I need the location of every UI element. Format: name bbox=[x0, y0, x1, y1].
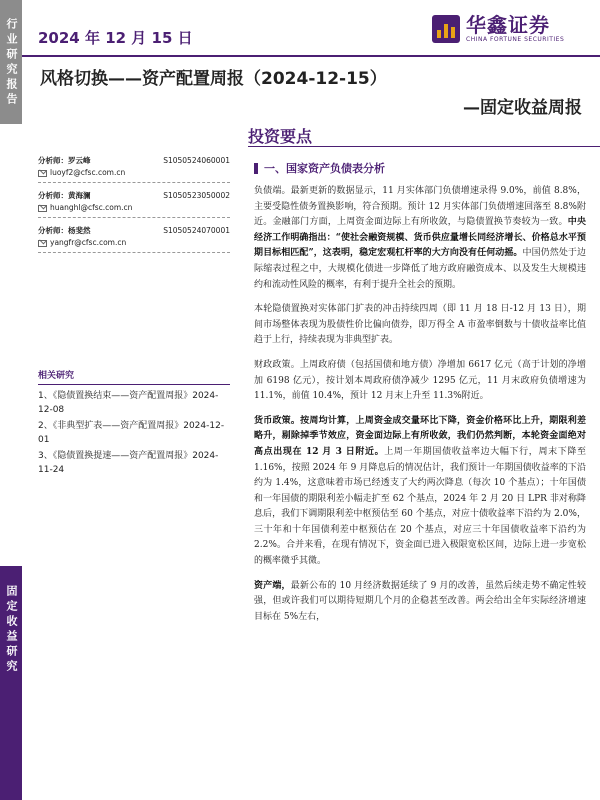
related-research-item[interactable]: 1、《隐债置换结束——资产配置周报》2024-12-08 bbox=[38, 391, 219, 415]
section-heading-text: 一、国家资产负债表分析 bbox=[264, 162, 385, 175]
section-marker bbox=[254, 163, 258, 174]
related-research-title: 相关研究 bbox=[38, 368, 230, 385]
report-title: 风格切换——资产配置周报（2024-12-15） bbox=[40, 69, 387, 89]
analyst-name: 分析师：杨斐然 bbox=[38, 226, 91, 235]
analyst-email[interactable]: yangfr@cfsc.com.cn bbox=[50, 238, 127, 247]
related-research-item[interactable]: 2、《非典型扩表——资产配置周报》2024-12-01 bbox=[38, 421, 225, 445]
analyst-card bbox=[38, 187, 230, 218]
section-heading bbox=[254, 160, 586, 176]
header-rule bbox=[22, 55, 600, 57]
logo-chinese-name: 华鑫证券 bbox=[466, 13, 550, 37]
analyst-name: 分析师：罗云峰 bbox=[38, 156, 91, 165]
analyst-email[interactable]: huanghl@cfsc.com.cn bbox=[50, 203, 133, 212]
sidebar-bottom-label: 固定收益研究 bbox=[5, 585, 18, 675]
paragraph-monetary-policy: 货币政策。按周均计算，上周资金成交量环比下降，资金价格环比上升，期限利差略升，剔除掉季节效应，资金面边际上有所收敛，我们仍然判断，本轮资金面绝对高点出现在 12 月 3 日附近。上周一年期国债收益率边大幅下行，周末下降至 1.16%，按照 2024 年 9 月降息后的情况估计，我们预计一年期国债收益率的下沿约为 1.4%，这意味着市场已经透支了大约两次降息（每次 10 个基点）；十年国债和一年国债的期限利差小幅走扩至 62 个基点，2024 年 2 月 20 日 LPR 非对称降息后，我们下调期限利差中枢预估至 60 个基点，对应十债收益率下沿约为 2.0%，三十年和十年国债利差中枢预估在 20 个基点，对应三十年国债收益率下沿约为 2.2%。合并来看，在现有情况下，资金面已进入极限宽松区间，边际上进一步宽松的概率微乎其微。 bbox=[254, 415, 586, 567]
mail-icon bbox=[38, 170, 47, 177]
paragraph-fiscal-policy: 财政政策。上周政府债（包括国债和地方债）净增加 6617 亿元（高于计划的净增加 6198 亿元），按计划本周政府债净减少 1295 亿元，11 月末政府负债增速为 11.1%，前值 10.4%，预计 12 月末上升至 11.3%附近。 bbox=[254, 359, 586, 402]
logo-icon bbox=[432, 15, 460, 43]
analyst-card bbox=[38, 152, 230, 183]
analyst-cert: S1050524060001 bbox=[163, 156, 230, 165]
related-research bbox=[38, 368, 230, 479]
paragraph-liabilities: 负债端。最新更新的数据显示，11 月实体部门负债增速录得 9.0%，前值 8.8%，主要受隐性债务置换影响，符合预期。预计 12 月实体部门负债增速回落至 8.8%附近。金融部门方面，上周资金面边际上有所收敛，与隐债置换节奏较为一致。中央经济工作明确指出：“使社会融资规模、货币供应量增长同经济增长、价格总水平预期目标相匹配”，这表明，稳定宏观杠杆率的大方向没有任何动摇。中国仍然处于边际缩表过程之中，大规模化债进一步降低了地方政府融资成本、以及发生大规模违约和流动性风险的概率，有利于提升全社会的预期。 bbox=[254, 186, 586, 290]
key-points-rule bbox=[248, 146, 600, 147]
main-content bbox=[254, 160, 586, 634]
sidebar-top-label: 行业研究报告 bbox=[5, 18, 18, 108]
analyst-name: 分析师：黄海澜 bbox=[38, 191, 91, 200]
related-research-item[interactable]: 3、《隐债置换提速——资产配置周报》2024-11-24 bbox=[38, 451, 219, 475]
analyst-cert: S1050523050002 bbox=[163, 191, 230, 200]
report-subtitle: —固定收益周报 bbox=[463, 98, 582, 118]
analyst-email[interactable]: luoyf2@cfsc.com.cn bbox=[50, 168, 126, 177]
side-band bbox=[0, 0, 22, 800]
analyst-card bbox=[38, 222, 230, 253]
analyst-cert: S1050524070001 bbox=[163, 226, 230, 235]
paragraph-debt-swap: 本轮隐债置换对实体部门扩表的冲击持续四周（即 11 月 18 日-12 月 13 日），期间市场整体表现为股债性价比偏向债券，即万得全 A 市盈率倒数与十债收益率比值趋于上行，持续表现为非典型扩表。 bbox=[254, 304, 586, 346]
logo-english-name: CHINA FORTUNE SECURITIES bbox=[466, 36, 565, 43]
key-points-heading: 投资要点 bbox=[248, 127, 313, 146]
mail-icon bbox=[38, 205, 47, 212]
paragraph-assets: 资产端，最新公布的 10 月经济数据延续了 9 月的改善，虽然后续走势不确定性较强，但或许我们可以期待短期几个月的企稳甚至改善。两会给出全年实际经济增速目标在 5%左右， bbox=[254, 580, 586, 622]
report-date: 2024 年 12 月 15 日 bbox=[38, 29, 193, 47]
analyst-list bbox=[38, 152, 230, 257]
mail-icon bbox=[38, 240, 47, 247]
company-logo bbox=[432, 14, 564, 43]
